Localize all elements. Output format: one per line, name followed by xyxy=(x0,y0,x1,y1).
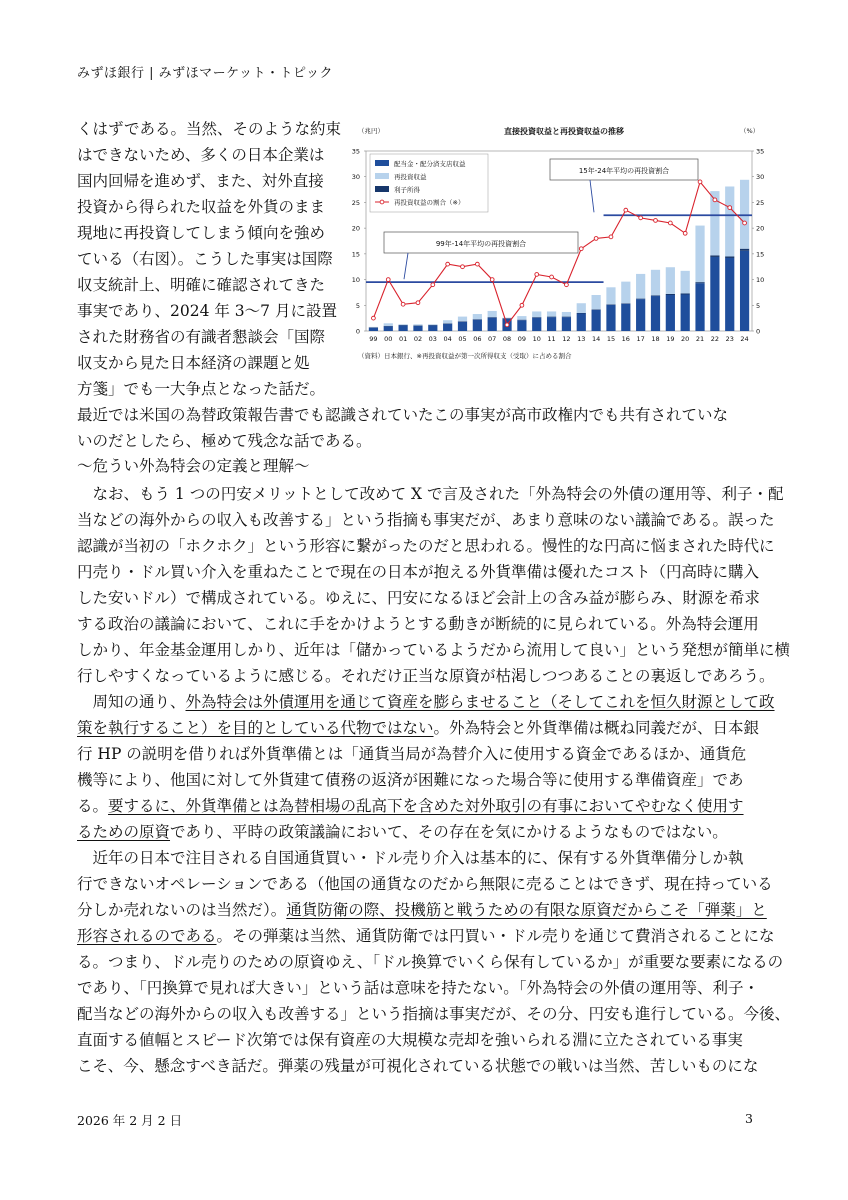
ratio-point xyxy=(609,235,613,239)
bar-segment xyxy=(740,249,749,251)
underlined-text: 形容されるのである xyxy=(77,927,217,945)
bar-segment xyxy=(473,320,482,331)
bar-segment xyxy=(458,317,467,322)
y-tick-label-left: 35 xyxy=(351,147,360,156)
x-tick-label: 24 xyxy=(740,335,749,343)
x-tick-label: 23 xyxy=(725,335,734,343)
ratio-point xyxy=(668,221,672,225)
ratio-point xyxy=(654,219,658,223)
bar-segment xyxy=(577,313,586,314)
bar-segment xyxy=(473,319,482,320)
ratio-point xyxy=(624,208,628,212)
legend-marker xyxy=(380,200,384,204)
bar-segment xyxy=(562,317,571,331)
x-tick-label: 08 xyxy=(502,335,512,343)
bar-segment xyxy=(532,317,541,318)
bar-segment xyxy=(695,282,704,283)
text-line: 配当などの海外からの収入も改善する」という指摘は事実だが、その分、円安も進行している。今後、 xyxy=(77,1005,791,1023)
text-span: る。 xyxy=(77,797,109,815)
bar-segment xyxy=(502,318,511,319)
bar-segment xyxy=(547,317,556,318)
x-tick-label: 09 xyxy=(517,335,527,343)
bar-segment xyxy=(369,327,378,328)
x-tick-label: 00 xyxy=(384,335,393,343)
y-axis-title-left: （兆円） xyxy=(358,127,384,135)
bar-segment xyxy=(562,312,571,317)
ratio-point xyxy=(565,283,569,287)
x-tick-label: 22 xyxy=(710,335,720,343)
ratio-point xyxy=(728,206,732,210)
bar-segment xyxy=(666,294,675,295)
bar-segment xyxy=(458,321,467,322)
text-line: しかり、年金基金運用しかり、近年は「儲かっているようだから流用して良い」という発想が簡単に横 xyxy=(77,641,791,659)
bar-segment xyxy=(681,294,690,331)
text-line: する政治の議論において、これに手をかけようとする動きが断続的に見られている。外為特会運用 xyxy=(77,615,759,633)
bar-segment xyxy=(606,305,615,331)
x-tick-label: 11 xyxy=(547,335,556,343)
bar-segment xyxy=(666,295,675,331)
y-tick-label-left: 25 xyxy=(351,198,360,207)
text-line: 近年の日本で注目される自国通貨買い・ドル売り介入は基本的に、保有する外貨準備分しか執 xyxy=(77,849,744,867)
text-line: した安いドル）で構成されている。ゆえに、円安になるほど会計上の含み益が膨らみ、財源を希求 xyxy=(77,589,760,607)
bar-segment xyxy=(725,256,734,258)
paragraph-1 xyxy=(77,481,791,689)
x-tick-label: 14 xyxy=(591,335,601,343)
x-tick-label: 07 xyxy=(488,335,497,343)
bar-segment xyxy=(562,317,571,318)
text-line: 直面する値幅とスピード次第では保有資産の大規模な売却を強いられる淵に立たされている事実 xyxy=(77,1031,743,1049)
underlined-text: 通貨防衛の際、投機筋と戦うための有限な原資だからこそ「弾薬」と xyxy=(286,901,767,919)
bar-segment xyxy=(695,283,704,331)
bar-segment xyxy=(651,296,660,297)
text-span: 。その弾薬は当然、通貨防衛では円買い・ドル売りを通じて費消されることにな xyxy=(216,927,775,945)
ratio-point xyxy=(698,180,702,184)
legend-swatch xyxy=(375,173,389,179)
x-tick-label: 01 xyxy=(398,335,408,343)
bar-segment xyxy=(458,322,467,331)
bar-segment xyxy=(428,325,437,326)
legend-swatch xyxy=(375,186,389,192)
text-line: こそ、今、懸念すべき話だ。弾薬の残量が可視化されている状態での戦いは当然、苦しいものにな xyxy=(77,1057,759,1075)
bar-segment xyxy=(428,324,437,325)
paragraph-3 xyxy=(77,845,791,1079)
y-tick-label-right: 25 xyxy=(756,198,765,207)
text-line: 収支統計上、明確に確認されてきた xyxy=(77,276,326,294)
x-tick-label: 06 xyxy=(473,335,482,343)
page-header: みずほ銀行 | みずほマーケット・トピック xyxy=(77,66,333,81)
bar-segment xyxy=(532,318,541,331)
legend-label: 再投資収益 xyxy=(394,173,427,181)
text-line: であり、「円換算で見れば大きい」という話は意味を持たない。「外為特会の外債の運用等、利子・ xyxy=(77,979,760,997)
text-line: 機等により、他国に対して外貨建て債務の返済が困難になった場合等に使用する準備資産」であ xyxy=(77,771,744,789)
bar-segment xyxy=(636,299,645,331)
y-tick-label-right: 30 xyxy=(756,173,765,182)
text-line: 収支から見た日本経済の課題と処 xyxy=(77,354,310,372)
bar-segment xyxy=(577,314,586,331)
paragraph-2 xyxy=(77,689,777,845)
bar-segment xyxy=(488,318,497,331)
page-number: 3 xyxy=(745,1111,753,1126)
bar-segment xyxy=(369,328,378,331)
y-tick-label-right: 15 xyxy=(756,250,765,259)
text-span: 周知の通り、 xyxy=(77,693,186,711)
bar-segment xyxy=(547,311,556,316)
y-tick-label-left: 30 xyxy=(351,173,360,182)
text-line xyxy=(77,897,777,923)
underlined-text: 外為特会は外債運用を通じて資産を膨らませること（そしてこれを恒久財源として政 xyxy=(185,693,775,711)
y-tick-label-right: 5 xyxy=(756,301,761,310)
bar-segment xyxy=(413,325,422,326)
ratio-point xyxy=(713,198,717,202)
text-span: であり、平時の政策議論において、その存在を気にかけるようなものではない。 xyxy=(170,823,728,841)
chart-title: 直接投資収益と再投資収益の推移 xyxy=(504,127,624,136)
text-line: くはずである。当然、そのような約束 xyxy=(77,120,341,138)
x-tick-label: 15 xyxy=(606,335,616,343)
bar-segment xyxy=(592,295,601,309)
bar-segment xyxy=(517,316,526,320)
ratio-point xyxy=(372,316,376,320)
text-line: いのだとしたら、極めて残念な話である。 xyxy=(77,432,372,450)
ratio-point xyxy=(535,273,539,277)
text-line: 現地に再投資してしまう傾向を強め xyxy=(77,224,326,242)
text-line: なお、もう 1 つの円安メリットとして改めて X で言及された「外為特会の外債の運用等、利子・配 xyxy=(77,485,784,503)
y-tick-label-left: 15 xyxy=(351,250,360,259)
annotation-arrow xyxy=(590,180,594,212)
text-line: 国内回帰を進めず、また、対外直接 xyxy=(77,172,324,190)
bar-segment xyxy=(740,180,749,249)
bar-segment xyxy=(428,325,437,331)
ratio-point xyxy=(505,323,509,327)
underlined-text: 策を執行すること）を目的としている代物ではない xyxy=(77,719,434,737)
bar-segment xyxy=(710,255,719,257)
y-tick-label-right: 35 xyxy=(756,147,765,156)
text-line: 当などの海外からの収入も改善する」という指摘も事実だが、あまり意味のない議論である。誤った xyxy=(77,511,775,529)
bar-segment xyxy=(710,257,719,331)
annotation-text: 15年-24年平均の再投資割合 xyxy=(578,167,670,175)
bar-segment xyxy=(725,258,734,331)
x-tick-label: 03 xyxy=(428,335,437,343)
bar-segment xyxy=(413,324,422,325)
chart-svg xyxy=(351,118,770,372)
ratio-point xyxy=(683,231,687,235)
bar-segment xyxy=(725,186,734,256)
y-tick-label-left: 10 xyxy=(351,276,360,285)
bar-segment xyxy=(651,270,660,296)
bar-segment xyxy=(517,320,526,331)
text-line xyxy=(77,689,777,715)
ratio-point xyxy=(461,265,465,269)
text-line: る。つまり、ドル売りのための原資ゆえ、「ドル換算でいくら保有しているか」が重要な要素になるの xyxy=(77,953,784,971)
x-tick-label: 18 xyxy=(651,335,660,343)
x-tick-label: 04 xyxy=(443,335,452,343)
bar-segment xyxy=(621,282,630,304)
ratio-point xyxy=(490,278,494,282)
bar-segment xyxy=(517,320,526,321)
text-line: 行できないオペレーションである（他国の通貨なのだから無限に売ることはできず、現在持っている xyxy=(77,875,773,893)
x-tick-label: 02 xyxy=(413,335,423,343)
annotation-text: 99年-14年平均の再投資割合 xyxy=(435,240,527,248)
ratio-point xyxy=(579,247,583,251)
x-tick-label: 10 xyxy=(532,335,541,343)
bar-segment xyxy=(473,314,482,319)
bar-segment xyxy=(443,320,452,323)
bar-segment xyxy=(592,309,601,310)
x-tick-label: 05 xyxy=(458,335,467,343)
bar-segment xyxy=(399,324,408,325)
x-tick-label: 19 xyxy=(666,335,675,343)
chart-source: （資料）日本銀行、※再投資収益が第一次所得収支（受取）に占める割合 xyxy=(358,352,572,360)
bar-segment xyxy=(621,304,630,331)
text-line: 円売り・ドル買い介入を重ねたことで現在の日本が抱える外貨準備は優れたコスト（円高時に購入 xyxy=(77,563,760,581)
text-line: 行 HP の説明を借りれば外貨準備とは「通貨当局が為替介入に使用する資金であるほか、通貨危 xyxy=(77,745,747,763)
bar-segment xyxy=(443,324,452,331)
underlined-text: るための原資 xyxy=(77,823,171,841)
left-column-text xyxy=(77,116,357,402)
investment-income-chart xyxy=(351,118,770,372)
text-line: はできないため、多くの日本企業は xyxy=(77,146,325,164)
bar-segment xyxy=(681,293,690,294)
bar-segment xyxy=(532,311,541,317)
bar-segment xyxy=(695,226,704,283)
bar-segment xyxy=(621,303,630,304)
text-line: ている（右図）。こうした事実は国際 xyxy=(77,250,333,268)
ratio-point xyxy=(550,275,554,279)
y-tick-label-left: 0 xyxy=(355,327,360,336)
annotation-arrow xyxy=(404,253,408,279)
bar-segment xyxy=(547,317,556,331)
text-line xyxy=(77,793,777,819)
bar-segment xyxy=(636,299,645,300)
text-line: 認識が当初の「ホクホク」という形容に繋がったのだと思われる。慢性的な円高に悩まされた時代に xyxy=(77,537,775,555)
bar-segment xyxy=(666,267,675,294)
bar-segment xyxy=(592,310,601,331)
text-line: 投資から得られた収益を外貨のまま xyxy=(77,198,326,216)
bar-segment xyxy=(606,287,615,304)
x-tick-label: 17 xyxy=(636,335,645,343)
ratio-point xyxy=(520,303,524,307)
ratio-point xyxy=(416,301,420,305)
bar-segment xyxy=(413,326,422,331)
bar-segment xyxy=(399,325,408,326)
x-tick-label: 12 xyxy=(562,335,571,343)
bar-segment xyxy=(488,317,497,318)
y-tick-label-left: 20 xyxy=(351,224,360,233)
x-tick-label: 16 xyxy=(621,335,630,343)
underlined-text: 要するに、外貨準備とは為替相場の乱高下を含めた対外取引の有事においてやむなく使用す xyxy=(108,797,744,815)
ratio-point xyxy=(431,283,435,287)
text-line: 行しやすくなっているように感じる。それだけ正当な原資が枯渇しつつあることの裏返しであろう。 xyxy=(77,667,775,685)
bar-segment xyxy=(502,318,511,319)
text-line: 最近では米国の為替政策報告書でも認識されていたこの事実が高市政権内でも共有されていな xyxy=(77,406,729,424)
bar-segment xyxy=(443,323,452,324)
section-heading: 〜危うい外為特会の定義と理解〜 xyxy=(77,457,310,475)
ratio-point xyxy=(743,221,747,225)
text-line xyxy=(77,923,777,949)
bar-segment xyxy=(399,325,408,331)
text-line xyxy=(77,715,777,741)
bar-segment xyxy=(384,326,393,331)
x-tick-label: 21 xyxy=(695,335,705,343)
x-tick-label: 99 xyxy=(369,335,378,343)
text-span: 分しか売れないのは当然だ）。 xyxy=(77,901,287,919)
y-tick-label-right: 20 xyxy=(756,224,765,233)
bar-segment xyxy=(488,311,497,317)
y-tick-label-left: 5 xyxy=(355,301,360,310)
footer-date: 2026 年 2 月 2 日 xyxy=(77,1113,183,1128)
ratio-point xyxy=(475,262,479,266)
bar-segment xyxy=(384,323,393,326)
bar-segment xyxy=(651,296,660,331)
paragraph-after-chart xyxy=(77,402,777,454)
y-axis-title-right: （%） xyxy=(740,127,760,135)
ratio-point xyxy=(446,262,450,266)
bar-segment xyxy=(681,271,690,294)
ratio-point xyxy=(594,237,598,241)
bar-segment xyxy=(740,251,749,331)
text-line: 方箋」でも一大争点となった話だ。 xyxy=(77,380,326,398)
ratio-point xyxy=(639,216,643,220)
legend-label: 配当金・配分済支店収益 xyxy=(394,160,466,168)
x-tick-label: 13 xyxy=(577,335,586,343)
ratio-point xyxy=(401,302,405,306)
text-line: された財務省の有識者懇談会「国際 xyxy=(77,328,326,346)
bar-segment xyxy=(636,274,645,299)
bar-segment xyxy=(606,304,615,305)
legend-label: 再投資収益の割合（※） xyxy=(394,198,465,207)
y-tick-label-right: 0 xyxy=(756,327,761,336)
legend-swatch xyxy=(375,160,389,166)
bar-segment xyxy=(384,326,393,327)
x-tick-label: 20 xyxy=(681,335,690,343)
ratio-point xyxy=(386,278,390,282)
text-span: 。外為特会と外貨準備は概ね同義だが、日本銀 xyxy=(433,719,760,737)
bar-segment xyxy=(577,303,586,313)
y-tick-label-right: 10 xyxy=(756,276,765,285)
bar-segment xyxy=(369,327,378,328)
text-line xyxy=(77,819,777,845)
text-line: 事実であり、2024 年 3〜7 月に設置 xyxy=(77,302,337,320)
legend-label: 利子所得 xyxy=(394,186,420,194)
